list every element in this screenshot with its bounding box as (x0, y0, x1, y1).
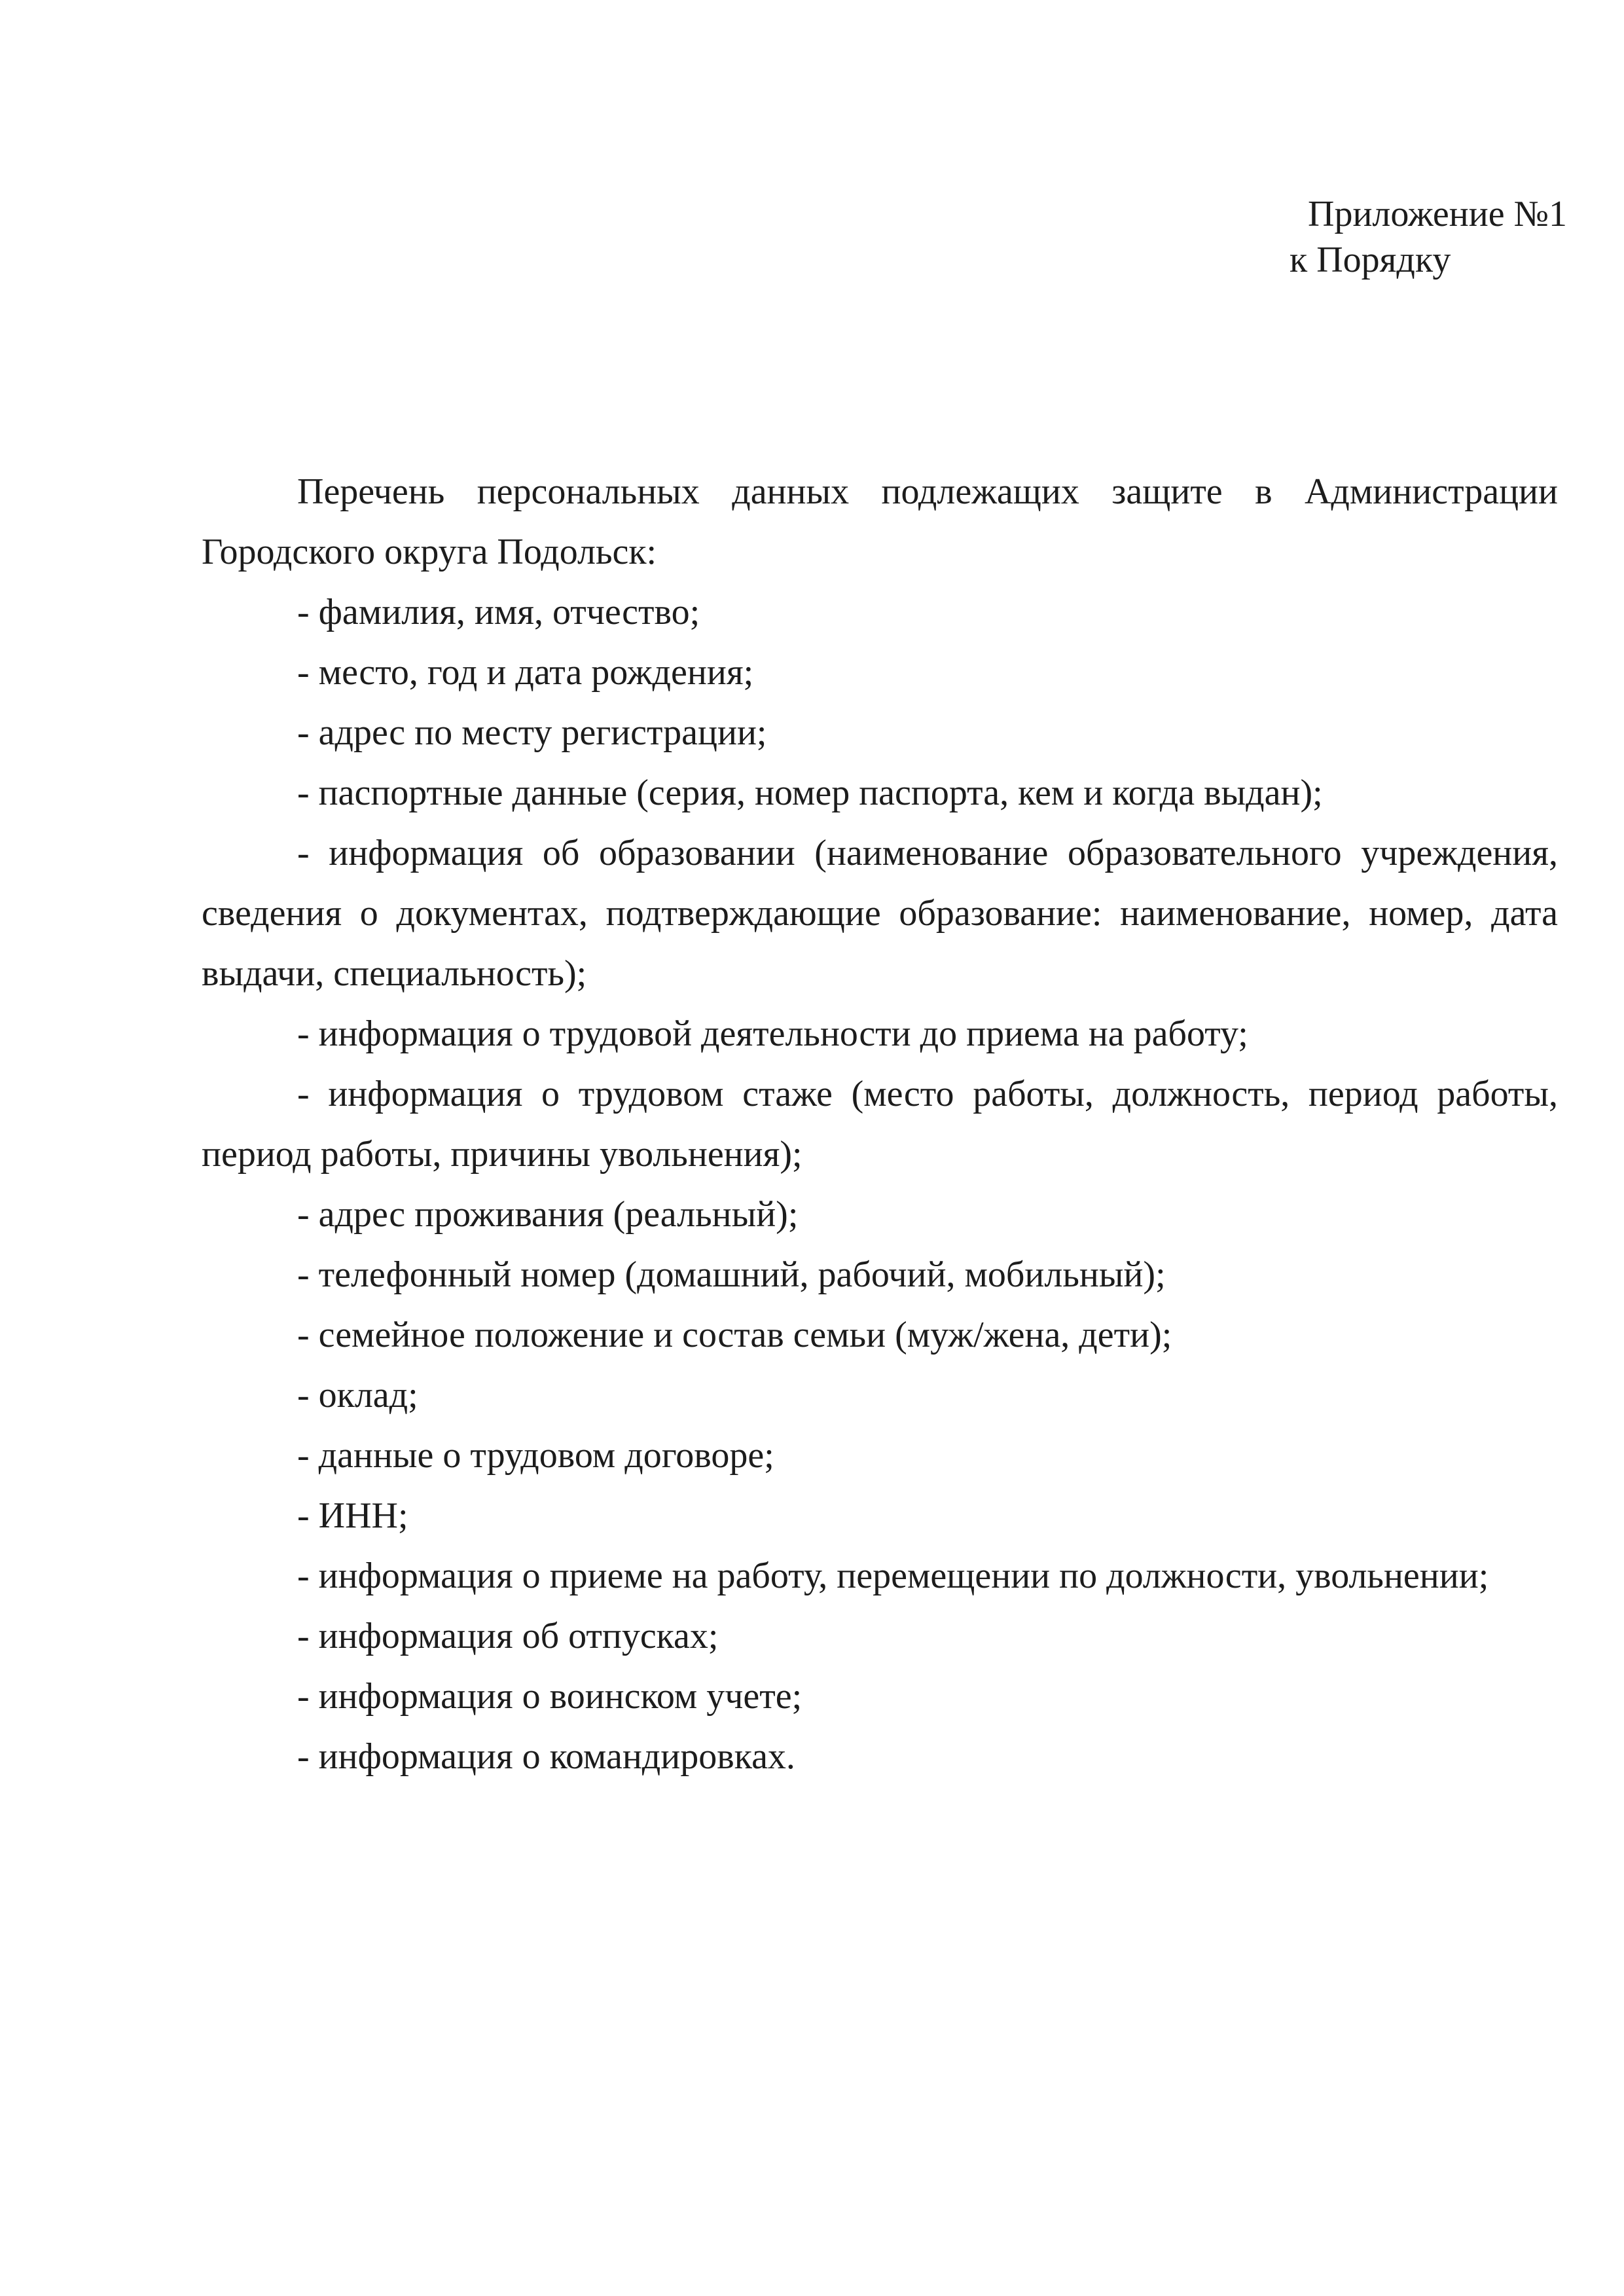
list-item: - информация о воинском учете; (297, 1676, 803, 1717)
list-item: - информация о трудовом стаже (место работы, должность, период работы, период работы, причины увольнения); (202, 1074, 1558, 1175)
list-item: - ИНН; (297, 1495, 408, 1536)
list-item: - паспортные данные (серия, номер паспорта, кем и когда выдан); (297, 773, 1323, 813)
list-item: - информация об отпусках; (297, 1616, 719, 1656)
list-item: - фамилия, имя, отчество; (297, 592, 700, 632)
list-item: - адрес проживания (реальный); (297, 1194, 799, 1235)
appendix-reference: к Порядку (1290, 240, 1451, 280)
document-body (202, 462, 1558, 1787)
appendix-header (1290, 191, 1578, 283)
list-item: - адрес по месту регистрации; (297, 712, 767, 753)
appendix-number: Приложение №1 (1308, 194, 1567, 234)
list-item: - телефонный номер (домашний, рабочий, мобильный); (297, 1254, 1166, 1295)
intro-paragraph: Перечень персональных данных подлежащих защите в Администрации Городского округа Подольск: (202, 471, 1558, 572)
list-item: - информация о командировках. (297, 1736, 795, 1777)
list-item: - информация о приеме на работу, перемещении по должности, увольнении; (297, 1556, 1489, 1596)
list-item: - семейное положение и состав семьи (муж/жена, дети); (297, 1315, 1172, 1355)
list-item: - оклад; (297, 1375, 418, 1415)
list-item: - информация о трудовой деятельности до приема на работу; (297, 1013, 1248, 1054)
list-item: - информация об образовании (наименование образовательного учреждения, сведения о документах, подтверждающие образование: наименование, номер, дата выдачи, специальность); (202, 833, 1558, 994)
list-item: - место, год и дата рождения; (297, 652, 754, 693)
list-item: - данные о трудовом договоре; (297, 1435, 774, 1476)
